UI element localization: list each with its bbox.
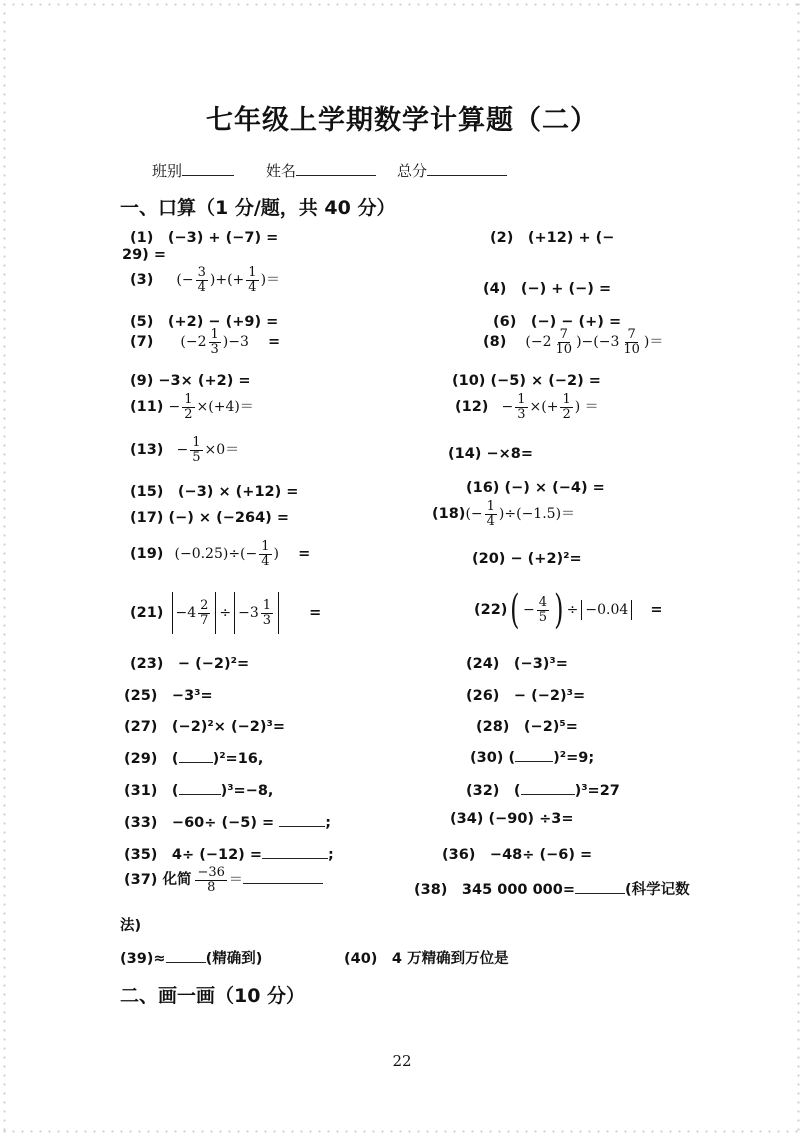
question-21-label: (21): [130, 605, 164, 621]
q3-part-a: (−: [176, 272, 194, 289]
q30-answer-blank[interactable]: [515, 747, 553, 762]
question-5: (5) (+2) − (+9) =: [130, 314, 279, 330]
page-edge-dots-left: [0, 0, 10, 1137]
question-19-label: (19): [130, 546, 164, 563]
q39-part-a: (39)≈: [120, 951, 166, 967]
q35-part-a: (35) 4÷ (−12) =: [124, 847, 262, 863]
q8-fraction-1: $\frac{7}{10}$: [555, 327, 573, 357]
q29-part-b: )²=16,: [212, 751, 264, 767]
q21-fraction-2: $\frac{1}{3}$: [262, 597, 272, 628]
question-31: [124, 779, 273, 800]
q39-answer-blank[interactable]: [166, 948, 206, 963]
question-29: [124, 747, 263, 768]
q33-part-a: (33) −60÷ (−5) =: [124, 815, 280, 831]
q33-part-b: ;: [325, 815, 332, 831]
score-label: 总分: [397, 162, 428, 180]
q12-fraction-1: $\frac{1}{3}$: [517, 392, 526, 422]
question-10: (10) (−5) × (−2) =: [452, 373, 601, 389]
abs-bar-right-1: [215, 592, 216, 634]
page-edge-dots-right: [794, 0, 804, 1137]
q31-part-a: (31) (: [124, 783, 179, 799]
q22-part-a: −: [523, 602, 535, 618]
q21-part-c: −3: [238, 605, 259, 621]
q12-fraction-2: $\frac{1}{2}$: [562, 392, 571, 422]
q22-equals: =: [650, 602, 663, 618]
q19-part-b: ): [273, 546, 279, 563]
question-9: (9) −3× (+2) =: [130, 373, 251, 389]
question-17: (17) (−) × (−264) =: [130, 510, 289, 526]
name-label: 姓名: [266, 162, 297, 180]
big-paren-close: ): [554, 587, 564, 633]
q11-part-a: −: [168, 399, 181, 416]
question-8-label: (8): [483, 334, 507, 351]
q31-part-b: )³=−8,: [220, 783, 274, 799]
question-3-label: (3): [130, 272, 154, 289]
question-25: (25) −3³=: [124, 688, 213, 704]
question-21: [130, 592, 321, 634]
q37-answer-blank[interactable]: [243, 869, 323, 884]
name-field: [266, 160, 376, 181]
q30-part-b: )²=9;: [553, 750, 595, 766]
q33-answer-blank[interactable]: [279, 812, 325, 827]
q7-part-a: (−2: [180, 334, 207, 351]
q19-equals: =: [298, 546, 311, 563]
class-field: [152, 160, 234, 181]
q3-part-c: )＝: [260, 272, 281, 289]
q19-fraction: $\frac{1}{4}$: [261, 539, 270, 569]
q11-part-b: ×(+4)＝: [196, 399, 254, 416]
q35-part-b: ;: [328, 847, 334, 863]
class-blank[interactable]: [182, 161, 234, 176]
question-39: [120, 947, 262, 968]
q37-fraction: $\frac{-36}{8}$: [197, 865, 225, 895]
q12-part-c: ) ＝: [574, 399, 599, 416]
score-blank[interactable]: [427, 161, 507, 176]
question-38: [414, 878, 690, 899]
q30-part-a: (30) (: [470, 750, 516, 766]
question-34: (34) (−90) ÷3=: [450, 811, 574, 827]
q3-part-b: )+(+: [209, 272, 245, 289]
question-11: [130, 393, 254, 421]
name-blank[interactable]: [296, 161, 376, 176]
q7-part-b: )−3: [222, 334, 249, 351]
abs-bar-left-3: [581, 600, 582, 620]
q13-fraction: $\frac{1}{5}$: [192, 435, 201, 465]
q37-equals: ＝: [228, 872, 243, 889]
q38-answer-blank[interactable]: [575, 879, 625, 894]
question-2: (2) (+12) + (−: [490, 230, 615, 246]
q3-fraction-2: $\frac{1}{4}$: [248, 265, 257, 295]
q21-equals: =: [309, 605, 322, 621]
question-14: (14) −×8=: [448, 446, 534, 462]
question-13: [130, 436, 239, 464]
question-20: (20) − (+2)²=: [472, 551, 582, 567]
question-33: [124, 811, 331, 832]
abs-bar-right-3: [631, 600, 632, 620]
question-2-continued: 29) =: [122, 247, 167, 263]
question-6: (6) (−) − (+) =: [493, 314, 622, 330]
question-7-label: (7): [130, 334, 154, 351]
q3-fraction-1: $\frac{3}{4}$: [197, 265, 206, 295]
q8-part-a: (−2: [525, 334, 552, 351]
question-22-label: (22): [474, 602, 508, 618]
question-7: [130, 328, 280, 356]
question-12: [455, 393, 599, 421]
question-15: (15) (−3) × (+12) =: [130, 484, 299, 500]
question-37: [124, 866, 323, 894]
question-13-label: (13): [130, 442, 164, 459]
q29-part-a: (29) (: [124, 751, 179, 767]
q35-answer-blank[interactable]: [262, 844, 328, 859]
q31-answer-blank[interactable]: [179, 780, 221, 795]
question-40: (40) 4 万精确到万位是: [344, 951, 509, 967]
q13-part-a: −: [176, 442, 189, 459]
q38-part-b: (科学记数: [624, 882, 690, 898]
q21-part-a: −4: [175, 605, 197, 621]
question-12-label: (12): [455, 399, 489, 416]
q29-answer-blank[interactable]: [179, 748, 213, 763]
question-24: (24) (−3)³=: [466, 656, 568, 672]
question-18: [432, 500, 575, 528]
question-38-continued: 法): [120, 918, 142, 934]
q12-part-b: ×(+: [529, 399, 559, 416]
q8-part-b: )−(−3: [576, 334, 620, 351]
q8-fraction-2: $\frac{7}{10}$: [623, 327, 640, 357]
page-edge-dots-bottom: [0, 1127, 804, 1137]
q19-part-a: (−0.25)÷(−: [174, 546, 258, 563]
class-label: 班别: [152, 162, 183, 180]
q18-fraction: $\frac{1}{4}$: [486, 499, 495, 529]
question-28: (28) (−2)⁵=: [476, 719, 578, 735]
q18-part-a: (−: [465, 506, 483, 523]
page-edge-dots-top: [0, 0, 804, 10]
question-19: [130, 540, 310, 568]
score-field: [397, 160, 507, 181]
page-number: 22: [392, 1052, 412, 1070]
q7-equals: =: [267, 334, 281, 351]
question-26: (26) − (−2)³=: [466, 688, 586, 704]
question-22: [474, 587, 663, 633]
q22-part-c: −0.04: [585, 602, 629, 618]
question-30: [470, 747, 594, 766]
q22-fraction: $\frac{4}{5}$: [538, 594, 548, 625]
question-18-label: (18): [432, 506, 466, 523]
question-4: (4) (−) + (−) =: [483, 281, 612, 297]
question-3: [130, 266, 280, 294]
abs-bar-right-2: [278, 592, 279, 634]
q13-part-b: ×0＝: [204, 442, 240, 459]
question-1: (1) (−3) + (−7) =: [130, 230, 279, 246]
question-27: (27) (−2)²× (−2)³=: [124, 719, 285, 735]
question-11-label: (11): [130, 399, 164, 416]
q37-part-a: (37) 化简: [124, 872, 192, 889]
q39-part-b: (精确到): [205, 951, 263, 967]
q21-divide: ÷: [219, 605, 232, 621]
q11-fraction: $\frac{1}{2}$: [184, 392, 193, 422]
question-23: (23) − (−2)²=: [130, 656, 250, 672]
abs-bar-left-1: [172, 592, 173, 634]
question-16: (16) (−) × (−4) =: [466, 480, 605, 496]
q18-part-b: )÷(−1.5)＝: [498, 506, 576, 523]
question-36: (36) −48÷ (−6) =: [442, 847, 593, 863]
q38-part-a: (38) 345 000 000=: [414, 882, 575, 898]
question-35: [124, 843, 334, 864]
q8-part-c: )＝: [643, 334, 664, 351]
q7-fraction: $\frac{1}{3}$: [210, 327, 219, 357]
question-32: [466, 779, 620, 800]
section-2-heading: 二、画一画（10 分）: [120, 985, 306, 1007]
q32-part-b: )³=27: [574, 783, 620, 799]
q12-part-a: −: [501, 399, 514, 416]
question-8: [483, 328, 663, 356]
page-title: 七年级上学期数学计算题（二）: [206, 105, 598, 136]
q22-divide: ÷: [566, 602, 579, 618]
q21-fraction-1: $\frac{2}{7}$: [200, 597, 209, 628]
section-1-heading: 一、口算（1 分/题，共 40 分）: [120, 197, 396, 219]
abs-bar-left-2: [234, 592, 235, 634]
q32-answer-blank[interactable]: [521, 780, 575, 795]
big-paren-open: (: [510, 587, 520, 633]
q32-part-a: (32) (: [466, 783, 521, 799]
